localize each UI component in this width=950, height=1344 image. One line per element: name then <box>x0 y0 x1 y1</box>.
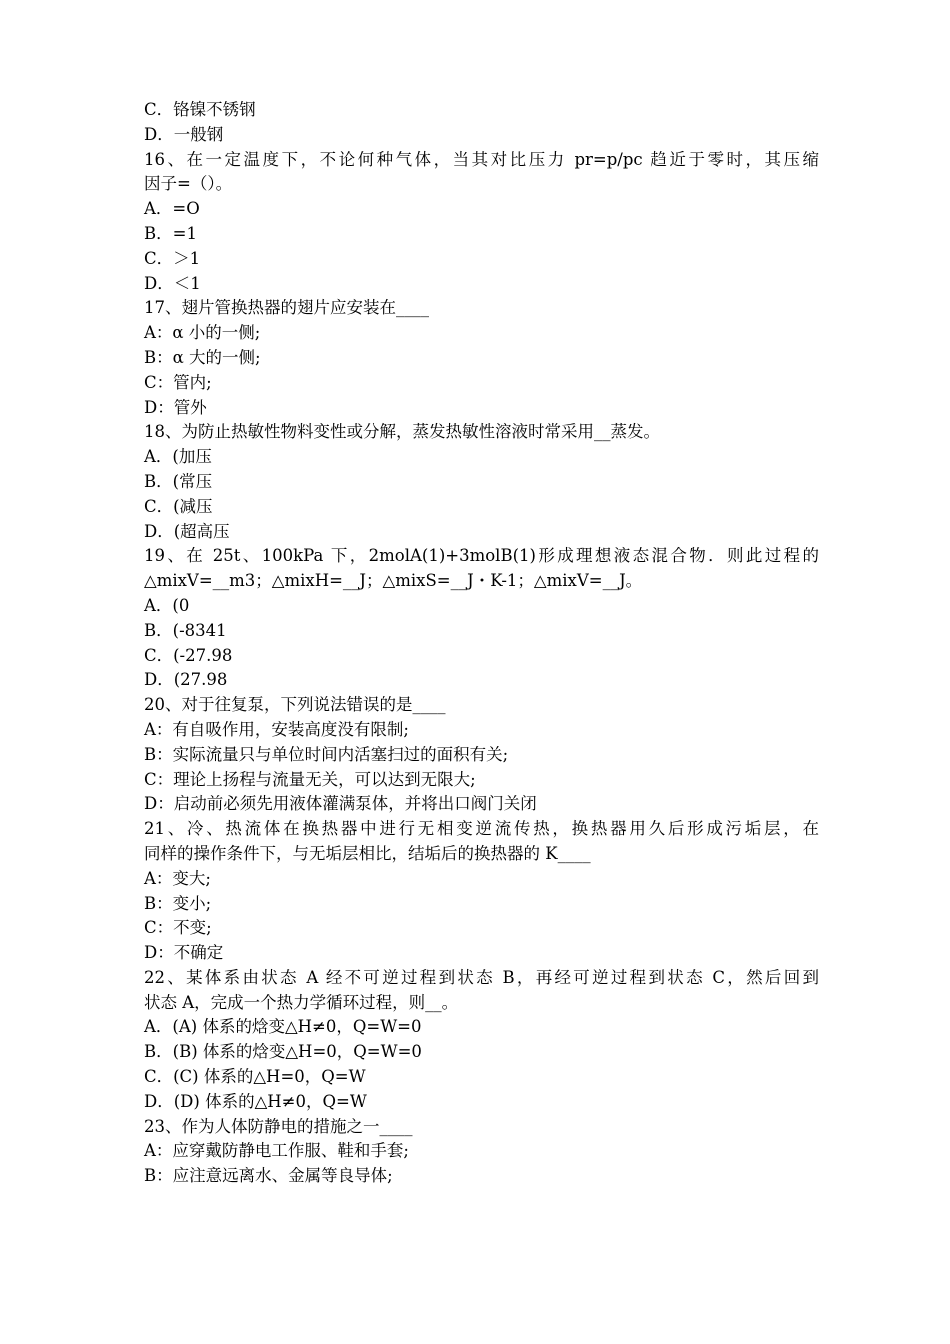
text-line: B：α 大的一侧; <box>144 347 261 367</box>
question-19-text: 19、在 25t、100kPa 下，2molA(1)+3molB(1)形成理想液态混合物．则此过程的 <box>144 546 819 566</box>
text-line: D．一般钢 <box>144 124 224 144</box>
text-line: D：启动前必须先用液体灌满泵体，并将出口阀门关闭 <box>144 794 537 814</box>
text-line: C．(减压 <box>144 496 213 516</box>
text-line: 因子=（）。 <box>144 174 233 194</box>
question-18-text: 18、为防止热敏性物料变性或分解，蒸发热敏性溶液时常采用__蒸发。 <box>144 422 660 442</box>
text-line: C：不变; <box>144 918 212 938</box>
text-line: D．＜1 <box>144 273 201 293</box>
question-20-text: 20、对于往复泵，下列说法错误的是____ <box>144 695 446 715</box>
text-line: A：变大; <box>144 868 211 888</box>
text-line: A：α 小的一侧; <box>144 323 261 343</box>
text-line: B．=1 <box>144 223 197 243</box>
text-line: B：实际流量只与单位时间内活塞扫过的面积有关; <box>144 744 509 764</box>
text-line: D．(超高压 <box>144 521 230 541</box>
text-line: B：变小; <box>144 893 212 913</box>
text-line: B．(常压 <box>144 471 213 491</box>
question-16-text: 16、在一定温度下，不论何种气体，当其对比压力 pr=p/pc 趋近于零时，其压缩 <box>144 149 819 169</box>
text-line: C．铬镍不锈钢 <box>144 100 256 119</box>
text-line: A．(加压 <box>144 447 212 467</box>
question-17-text: 17、翅片管换热器的翅片应安装在____ <box>144 298 429 318</box>
text-line: A：应穿戴防静电工作服、鞋和手套; <box>144 1141 409 1161</box>
text-line: D：管外 <box>144 397 207 417</box>
text-line: A：有自吸作用，安装高度没有限制; <box>144 719 409 739</box>
text-line: 同样的操作条件下，与无垢层相比，结垢后的换热器的 K____ <box>144 843 591 863</box>
text-line: B．(B) 体系的焓变△H=0，Q=W=0 <box>144 1042 422 1062</box>
text-line: B．(-8341 <box>144 620 227 640</box>
text-line: C．(-27.98 <box>144 645 233 665</box>
text-line: C．＞1 <box>144 248 201 268</box>
question-23-text: 23、作为人体防静电的措施之一____ <box>144 1116 413 1136</box>
text-line: B：应注意远离水、金属等良导体; <box>144 1166 393 1186</box>
text-line: A．(A) 体系的焓变△H≠0，Q=W=0 <box>144 1017 422 1037</box>
text-line: A．(0 <box>144 595 190 615</box>
text-line: C：理论上扬程与流量无关，可以达到无限大; <box>144 769 476 789</box>
text-line: A．=O <box>144 199 200 219</box>
text-line: D．(27.98 <box>144 670 228 690</box>
text-line: △mixV=__m3；△mixH=__J；△mixS=__J・K-1；△mixV=__J。 <box>144 571 643 591</box>
document-body <box>144 98 819 1189</box>
text-line: D：不确定 <box>144 943 224 963</box>
question-22-text: 22、某体系由状态 A 经不可逆过程到状态 B，再经可逆过程到状态 C，然后回到 <box>144 967 819 987</box>
text-line: D．(D) 体系的△H≠0，Q=W <box>144 1091 367 1111</box>
text-line: C．(C) 体系的△H=0，Q=W <box>144 1067 366 1087</box>
question-21-text: 21、冷、热流体在换热器中进行无相变逆流传热，换热器用久后形成污垢层，在 <box>144 819 819 839</box>
text-line: 状态 A，完成一个热力学循环过程，则__。 <box>144 992 459 1012</box>
text-line: C：管内; <box>144 372 212 392</box>
